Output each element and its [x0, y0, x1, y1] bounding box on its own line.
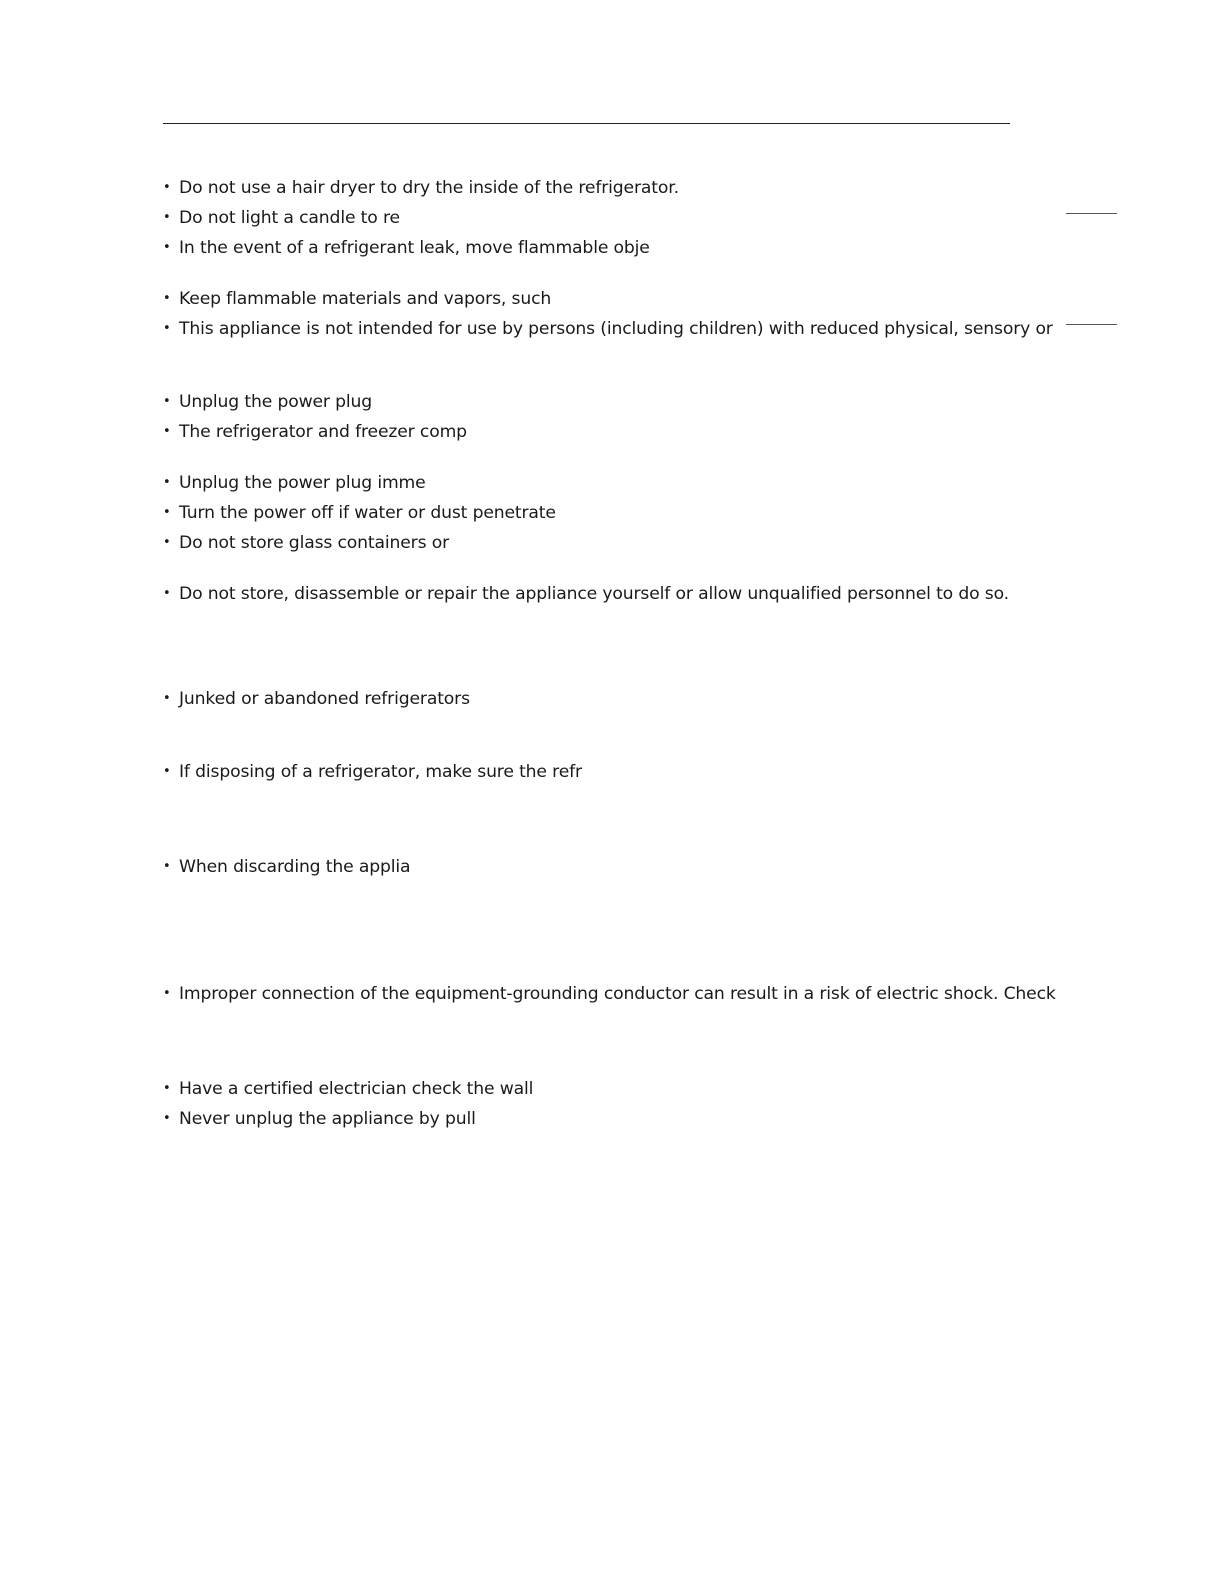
list-item — [163, 206, 400, 230]
bullet-icon: • — [163, 475, 171, 490]
list-item — [163, 582, 1009, 606]
list-item — [163, 501, 556, 525]
list-item — [163, 687, 470, 711]
bullet-icon: • — [163, 394, 171, 409]
bullet-icon: • — [163, 586, 171, 601]
bullet-icon: • — [163, 321, 171, 336]
list-item — [163, 317, 1053, 341]
list-item — [163, 855, 410, 879]
bullet-icon: • — [163, 1081, 171, 1096]
list-item — [163, 760, 582, 784]
header-rule — [163, 123, 1010, 124]
bullet-icon: • — [163, 210, 171, 225]
bullet-icon: • — [163, 505, 171, 520]
list-item-text: Keep flammable materials and vapors, such — [179, 289, 552, 309]
list-item — [163, 982, 1056, 1006]
bullet-icon: • — [163, 859, 171, 874]
list-item-text: Do not store, disassemble or repair the appliance yourself or allow unqualified personnel to do so. — [179, 584, 1009, 604]
bullet-icon: • — [163, 535, 171, 550]
margin-rule-1 — [1066, 213, 1117, 214]
list-item-text: This appliance is not intended for use by persons (including children) with reduced physical, sensory or — [179, 319, 1053, 339]
list-item — [163, 1077, 533, 1101]
bullet-icon: • — [163, 764, 171, 779]
list-item-text: Junked or abandoned refrigerators — [179, 689, 470, 709]
bullet-icon: • — [163, 691, 171, 706]
list-item-text: Unplug the power plug imme — [179, 473, 426, 493]
list-item-text: If disposing of a refrigerator, make sure the refr — [179, 762, 582, 782]
list-item-text: Do not use a hair dryer to dry the inside of the refrigerator. — [179, 178, 679, 198]
list-item-text: The refrigerator and freezer comp — [179, 422, 467, 442]
list-item — [163, 176, 679, 200]
list-item-text: Have a certified electrician check the wall — [179, 1079, 534, 1099]
list-item-text: Never unplug the appliance by pull — [179, 1109, 476, 1129]
list-item-text: Unplug the power plug — [179, 392, 373, 412]
list-item — [163, 531, 449, 555]
list-item — [163, 471, 426, 495]
list-item — [163, 420, 467, 444]
list-item-text: In the event of a refrigerant leak, move flammable obje — [179, 238, 650, 258]
bullet-icon: • — [163, 291, 171, 306]
list-item-text: When discarding the applia — [179, 857, 411, 877]
margin-rule-2 — [1066, 324, 1117, 325]
bullet-icon: • — [163, 1111, 171, 1126]
bullet-icon: • — [163, 986, 171, 1001]
list-item-text: Do not light a candle to re — [179, 208, 400, 228]
bullet-icon: • — [163, 180, 171, 195]
list-item-text: Do not store glass containers or — [179, 533, 449, 553]
list-item — [163, 390, 372, 414]
list-item-text: Turn the power off if water or dust penetrate — [179, 503, 556, 523]
list-item — [163, 1107, 476, 1131]
list-item — [163, 236, 650, 260]
bullet-icon: • — [163, 240, 171, 255]
list-item-text: Improper connection of the equipment-grounding conductor can result in a risk of electric shock. Check — [179, 984, 1056, 1004]
list-item — [163, 287, 551, 311]
bullet-icon: • — [163, 424, 171, 439]
